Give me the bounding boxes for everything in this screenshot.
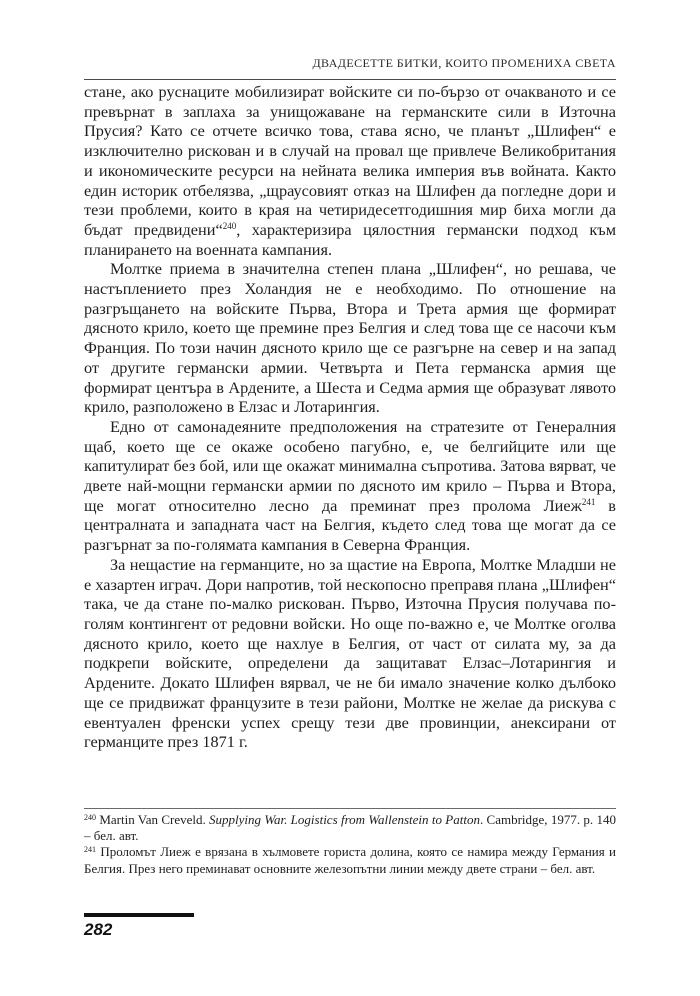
- footnote-ref-241[interactable]: 241: [581, 496, 596, 507]
- footnote-240-rest: . Cambridge, 1977. p. 140 – бел. авт.: [84, 812, 616, 844]
- paragraph-3: [84, 417, 616, 555]
- page-number: 282: [84, 920, 113, 939]
- paragraph-3-text-b: в централната и западната част на Белгия, където след това ще могат да се разгърнат за по-голямата кампания в Северна Франция.: [84, 495, 616, 555]
- footnote-240-title: Supplying War. Logistics from Wallenstein to Patton: [209, 812, 480, 827]
- footnote-240: [84, 812, 616, 844]
- footnote-ref-240[interactable]: 240: [222, 220, 237, 231]
- paragraph-2: Молтке приема в значителна степен плана „Шлифен“, но решава, че настъплението през Холандия не е необходимо. По отношение на разгръщането на войските Първа, Втора и Трета армия ще формират дясното крило, което ще премине през Белгия и след това ще се насочи към Франция. По този начин дясното крило ще се разгърне на север и на запад от другите германски армии. Четвърта и Пета германска армия ще формират центъра в Ардените, а Шеста и Седма армия ще образуват лявото крило, разположено в Елзас и Лотарингия.: [84, 259, 616, 417]
- header-rule: [84, 79, 616, 80]
- footnote-240-number: 240: [84, 813, 96, 822]
- folio-bar: [84, 913, 194, 917]
- footnotes: [84, 812, 616, 877]
- footnote-240-author: Martin Van Creveld.: [96, 812, 210, 827]
- footnote-241-number: 241: [84, 845, 96, 855]
- footnote-rule: [84, 808, 616, 809]
- body-text: [84, 82, 616, 752]
- paragraph-1-text-a: стане, ако руснаците мобилизират войските си по-бързо от очакваното и се превърнат в заплаха за унищожаване на германските сили в Източна Прусия? Като се отчете всичко това, става ясно, че планът „Шлифен“ е изключително рискован и в случай на провал ще привлече Великобритания и икономическите ресурси на нейната велика империя във войната. Както един историк отбелязва, „щраусовият отказ на Шлифен да погледне дори и тези проблеми, които в края на четиридесетгодишния мир биха могли да бъдат предвидени“: [84, 82, 616, 239]
- footnote-241-text: Проломът Лиеж е врязана в хълмовете гориста долина, която се намира между Германия и Белгия. През него преминават основните железопътни линии между двете страни – бел. авт.: [84, 844, 616, 876]
- paragraph-4: За нещастие на германците, но за щастие на Европа, Молтке Младши не е хазартен играч. Дори напротив, той нескопосно преправя плана „Шлифен“ така, че да стане по-малко рискован. Първо, Източна Прусия получава по-голям контингент от редовни войски. Но още по-важно е, че Молтке оголва дясното крило, което ще нахлуе в Белгия, от част от силата му, за да подкрепи войските, определени да защитават Елзас–Лотарингия и Ардените. Докато Шлифен вярвал, че не би имало значение колко дълбоко ще се придвижат французите в тези райони, Молтке не желае да рискува с евентуален френски успех срещу тези две провинции, анексирани от германците през 1871 г.: [84, 554, 616, 752]
- paragraph-3-text-a: Едно от самонадеяните предположения на стратезите от Генералния щаб, което ще се окаже особено пагубно, е, че белгийците или ще капитулират без бой, или ще окажат минимална съпротива. Затова вярват, че двете най-мощни германски армии по дясното им крило – Първа и Втора, ще могат относително лесно да преминат през пролома Лиеж: [84, 416, 616, 515]
- footnote-241: [84, 844, 616, 876]
- paragraph-1: [84, 82, 616, 259]
- paragraph-1-text-b: , характеризира цялостния германски подход към планирането на военната кампания.: [84, 219, 616, 259]
- running-head: ДВАДЕСЕТТЕ БИТКИ, КОИТО ПРОМЕНИХА СВЕТА: [312, 56, 616, 70]
